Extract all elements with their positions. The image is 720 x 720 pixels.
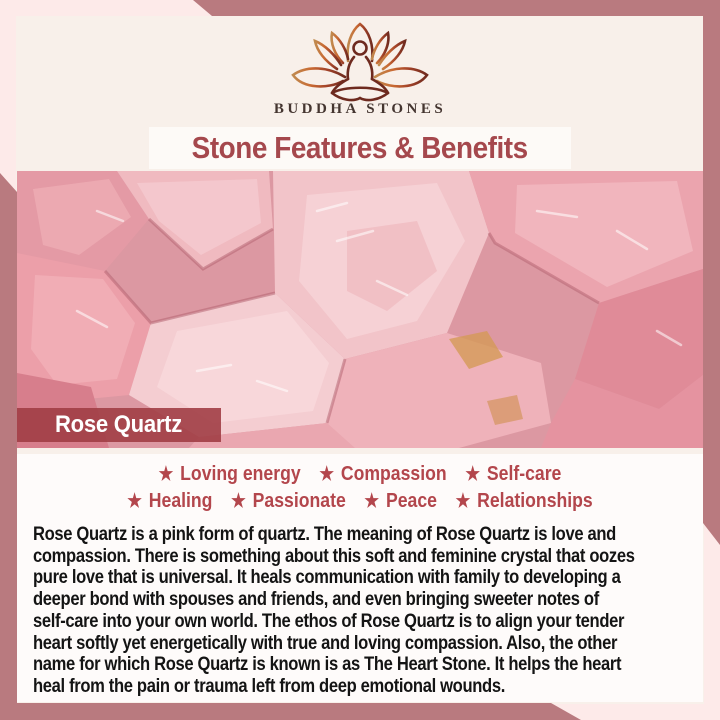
frame-top-band xyxy=(193,0,720,16)
feature-item: Compassion xyxy=(340,462,447,485)
paragraph-line: self-care into your own world. The ethos of Rose Quartz is to align your tender xyxy=(33,609,625,632)
features-line-1 xyxy=(65,460,655,487)
feature-item: Self-care xyxy=(486,462,562,485)
paragraph-line: compassion. There is something about this soft and feminine crystal that oozes xyxy=(33,544,635,567)
stone-name: Rose Quartz xyxy=(55,411,183,438)
star-icon: ★ xyxy=(231,491,246,512)
frame-left-band xyxy=(0,173,17,720)
star-icon: ★ xyxy=(455,491,471,512)
feature-item: Relationships xyxy=(477,489,593,512)
title-banner xyxy=(149,127,571,169)
stone-name-label xyxy=(17,408,221,442)
feature-item: Peace xyxy=(385,489,437,512)
paragraph-line: name for which Rose Quartz is known is as The Heart Stone. It helps the heart xyxy=(33,653,622,676)
feature-item: Healing xyxy=(148,489,213,512)
star-icon: ★ xyxy=(364,491,380,512)
page-title: Stone Features & Benefits xyxy=(191,130,529,165)
features-line-2 xyxy=(65,487,655,514)
paragraph-line: Rose Quartz is a pink form of quartz. The meaning of Rose Quartz is love and xyxy=(33,523,616,545)
paragraph-line: heart softly yet energetically with true and loving compassion. Also, the other xyxy=(33,631,618,654)
feature-item: Passionate xyxy=(252,489,346,512)
paragraph-line: pure love that is universal. It heals communication with family to developing a xyxy=(33,566,621,589)
star-icon: ★ xyxy=(127,491,142,512)
frame-bottom-band xyxy=(0,703,581,720)
star-icon: ★ xyxy=(465,464,480,485)
lotus-meditation-icon xyxy=(285,21,435,105)
brand-wordmark: BUDDHA STONES xyxy=(273,101,447,117)
crystal-illustration xyxy=(17,171,703,448)
paragraph-line: heal from the pain or trauma left from deep emotional wounds. xyxy=(33,674,505,697)
paragraph-line: deeper bond with spouses and friends, and even bringing sweeter notes of xyxy=(33,588,599,611)
rose-quartz-photo xyxy=(17,171,703,448)
star-icon: ★ xyxy=(319,464,334,485)
content-box xyxy=(17,454,703,702)
features-list xyxy=(17,454,703,514)
star-icon: ★ xyxy=(158,464,174,485)
brand-logo xyxy=(0,21,720,105)
feature-item: Loving energy xyxy=(180,462,301,485)
description-paragraph xyxy=(17,524,703,698)
